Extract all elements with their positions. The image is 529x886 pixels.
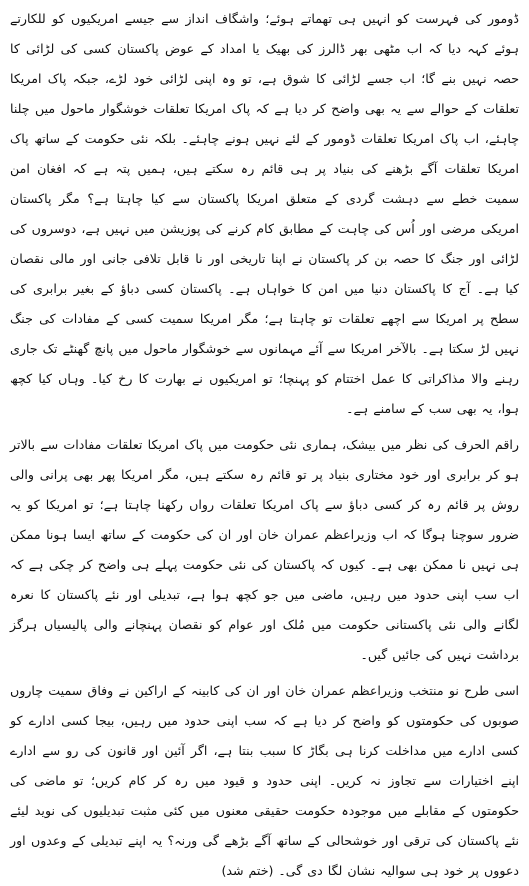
article-paragraph-1: ڈومور کی فہرست کو انہیں ہی تھماتے ہوئے؛ واشگاف انداز سے جیسے امریکیوں کو للکارتے ہوئے کہہ دیا کہ اب مٹھی بھر ڈالرز کی بھیک یا امداد کے عوض پاکستان کسی کی لڑائی کا حصہ نہیں بنے گا؛ اب جسے لڑائی کا شوق ہے، تو وہ اپنی لڑائی خود لڑے، جبکہ پاک امریکا تعلقات کے حوالے سے یہ بھی واضح کر دیا ہے کہ پاک امریکا تعلقات خوشگوار ماحول میں چلنا چاہئے، اب پاک امریکا تعلقات ڈومور کے لئے نہیں ہونے چاہئے۔ بلکہ نئی حکومت کے ساتھ پاک امریکا تعلقات آگے بڑھنے کی بنیاد پر ہی قائم رہ سکتے ہیں، ہمیں پتہ ہے کہ افغان امن سمیت خطے سے دہشت گردی کے متعلق امریکا پاکستان سے کیا چاہتا ہے؟ مگر پاکستان امریکی مرضی اور اُس کی چاہت کے مطابق کام کرنے کی پوزیشن میں نہیں ہے، دوسروں کی لڑائی اور جنگ کا حصہ بن کر پاکستان نے اپنا تاریخی اور نا قابل تلافی جانی اور مالی نقصان کیا ہے۔ آج کا پاکستان دنیا میں امن کا خواہاں ہے۔ پاکستان کسی دباؤ کے بغیر برابری کی سطح پر امریکا سے اچھے تعلقات تو چاہتا ہے؛ مگر امریکا سمیت کسی کے مفادات کی جنگ نہیں لڑ سکتا ہے۔ بالآخر امریکا سے آئے مہمانوں سے خوشگوار ماحول میں پانچ گھنٹے تک جاری رہنے والا مذاکراتی کا عمل اختتام کو پہنچا؛ تو امریکیوں نے بھارت کا رخ کیا۔ وہاں کیا کچھ ہوا، یہ بھی سب کے سامنے ہے۔ <box>10 11 519 416</box>
article-paragraph-2: راقم الحرف کی نظر میں بیشک، ہماری نئی حکومت میں پاک امریکا تعلقات مفادات سے بالاتر ہو کر برابری اور خود مختاری بنیاد پر تو قائم رہ سکتے ہیں، مگر امریکا پھر بھی پرانی والی روش پر قائم رہ کر کسی دباؤ سے پاک امریکا تعلقات رواں رکھنا چاہتا ہے؛ تو امریکا کو یہ ضرور سوچنا ہوگا کہ اب وزیراعظم عمران خان اور ان کی حکومت کے ساتھ ایسا ہونا ممکن ہی نہیں نا ممکن بھی ہے۔ کیوں کہ پاکستان کی نئی حکومت پہلے ہی واضح کر چکی ہے کہ اب سب اپنی حدود میں رہیں، ماضی میں جو کچھ ہوا ہے، تبدیلی اور نئے پاکستان کا نعرہ لگانے والی نئی پاکستانی حکومت میں مُلک اور عوام کو نقصان پہنچانے والی پالیسیاں ہرگز برداشت نہیں کی جائیں گیں۔ <box>10 437 519 662</box>
article-paragraph-3: اسی طرح نو منتخب وزیراعظم عمران خان اور ان کی کابینہ کے اراکین نے وفاق سمیت چاروں صوبوں کی حکومتوں کو واضح کر دیا ہے کہ سب اپنی حدود میں رہیں، بیجا کسی ادارے کو کسی ادارے میں مداخلت کرنا ہی بگاڑ کا سبب بنتا ہے، اگر آئین اور قانون کی رو سے ادارے اپنے اختیارات سے تجاوز نہ کریں۔ اپنی حدود و قیود میں رہ کر کام کریں؛ تو ماضی کی حکومتوں کے مقابلے میں موجودہ حکومت حقیقی معنوں میں کئی مثبت تبدیلیوں کی نوید لیئے نئے پاکستان کی ترقی اور خوشحالی کے ساتھ آگے بڑھے گی ورنہ؟ یہ اپنے تبدیلی کے وعدوں اور دعووں پر خود ہی سوالیہ نشان لگا دی گی۔ (ختم شد) <box>10 683 519 878</box>
